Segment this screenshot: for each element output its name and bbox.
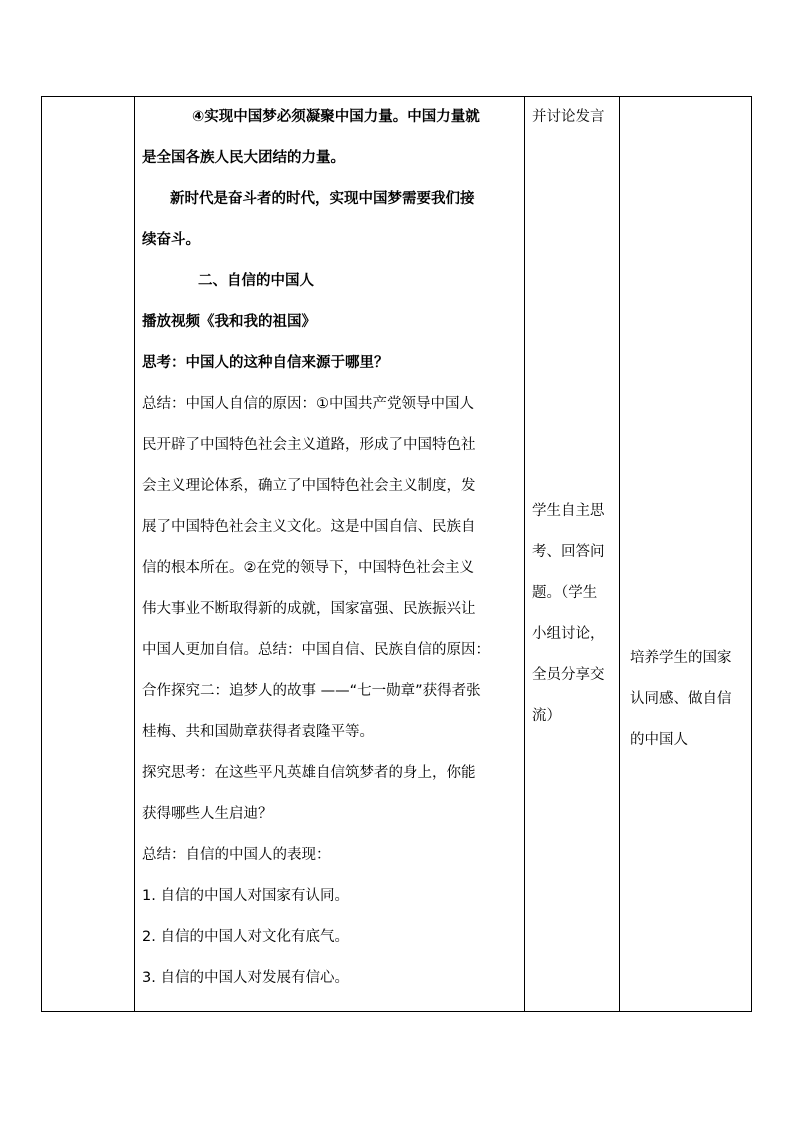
- activity-top-line: 并讨论发言: [532, 109, 605, 125]
- activity-line: 小组讨论，: [532, 626, 605, 642]
- content-line: 3. 自信的中国人对发展有信心。: [142, 970, 349, 986]
- content-line: 播放视频《我和我的祖国》: [142, 314, 316, 330]
- content-line: 思考：中国人的这种自信来源于哪里？: [142, 355, 389, 371]
- design-intent-line: 培养学生的国家: [630, 650, 732, 666]
- activity-line: 学生自主思: [532, 503, 605, 519]
- content-line: 2. 自信的中国人对文化有底气。: [142, 929, 349, 945]
- content-line: 桂梅、共和国勋章获得者袁隆平等。: [142, 724, 374, 740]
- content-line: 1. 自信的中国人对国家有认同。: [142, 888, 349, 904]
- content-line: 获得哪些人生启迪？: [142, 806, 273, 822]
- content-line: 新时代是奋斗者的时代，实现中国梦需要我们接: [170, 191, 475, 207]
- content-line: 展了中国特色社会主义文化。这是中国自信、民族自: [142, 519, 476, 535]
- activity-lines: [532, 501, 605, 747]
- content-line: ④实现中国梦必须凝聚中国力量。中国力量就: [192, 109, 480, 125]
- content-line: 续奋斗。: [142, 232, 200, 248]
- activity-line: 考、回答问: [532, 544, 605, 560]
- lesson-table: [41, 96, 752, 1012]
- content-line: 总结：自信的中国人的表现：: [142, 847, 331, 863]
- column-divider: [524, 97, 525, 1011]
- content-line: 合作探究二：追梦人的故事 ——“七一勋章”获得者张: [142, 683, 481, 699]
- content-line: 探究思考：在这些平凡英雄自信筑梦者的身上，你能: [142, 765, 476, 781]
- activity-line: 全员分享交: [532, 667, 605, 683]
- content-line: 会主义理论体系，确立了中国特色社会主义制度，发: [142, 478, 476, 494]
- design-intent-lines: [630, 648, 732, 771]
- design-intent-line: 的中国人: [630, 732, 688, 748]
- activity-line: 流）: [532, 708, 561, 724]
- content-line: 信的根本所在。②在党的领导下，中国特色社会主义: [142, 560, 474, 576]
- column-divider: [619, 97, 620, 1011]
- content-line: 是全国各族人民大团结的力量。: [142, 150, 345, 166]
- content-line: 民开辟了中国特色社会主义道路，形成了中国特色社: [142, 437, 476, 453]
- content-line: 二、自信的中国人: [198, 273, 314, 289]
- design-intent-line: 认同感、做自信: [630, 691, 732, 707]
- content-line: 伟大事业不断取得新的成就，国家富强、民族振兴让: [142, 601, 476, 617]
- activity-line: 题。（学生: [532, 585, 598, 601]
- content-line: 总结：中国人自信的原因：①中国共产党领导中国人: [142, 396, 474, 412]
- content-line: 中国人更加自信。总结：中国自信、民族自信的原因：: [142, 642, 490, 658]
- teaching-content-column: [134, 107, 524, 1009]
